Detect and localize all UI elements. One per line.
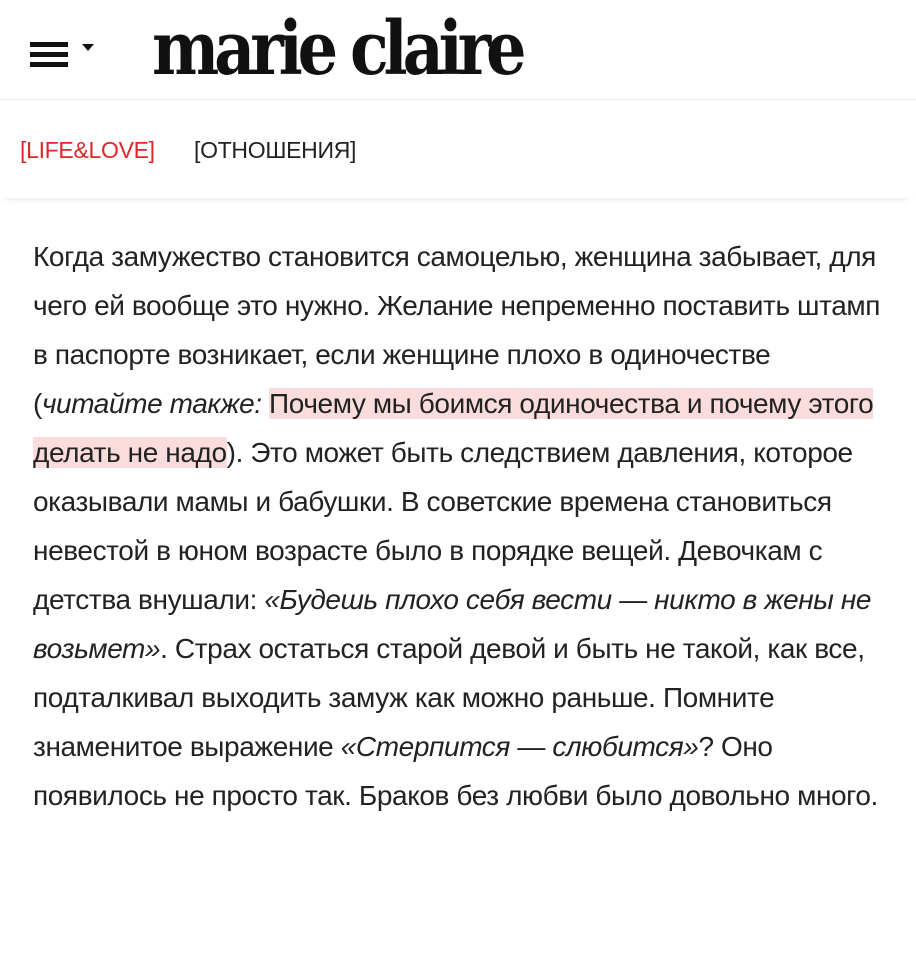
hamburger-icon (28, 36, 72, 72)
breadcrumb-relationships[interactable]: [ОТНОШЕНИЯ] (194, 137, 357, 163)
quote-1: «Будешь плохо себя вести — никто в жены не возьмет» (33, 584, 872, 664)
breadcrumb (0, 100, 916, 198)
article-text-1: Когда замужество становится самоцелью, женщина забывает, для чего ей вообще это нужно. Желание непременно поставить штамп в паспорте возникает, если женщине плохо в одиночестве ( (33, 241, 880, 419)
article-text-3: . Страх остаться старой девой и быть не такой, как все, подталкивал выходить замуж как можно раньше. Помните знаменитое выражение (33, 633, 865, 762)
breadcrumb-life-love[interactable]: [LIFE&LOVE] (20, 137, 155, 163)
see-also-label: читайте также: (41, 388, 262, 419)
article-paragraph (33, 232, 893, 820)
site-logo[interactable]: marie claire (152, 6, 522, 92)
quote-2: «Стерпится — слюбится» (340, 731, 699, 762)
article-body (33, 232, 893, 820)
menu-button[interactable] (28, 36, 104, 72)
chevron-down-icon (82, 44, 94, 51)
article-text-2: ). Это может быть следствием давления, которое оказывали мамы и бабушки. В советские времена становиться невестой в юном возрасте было в порядке вещей. Девочкам с детства внушали: (33, 437, 853, 615)
related-article-link[interactable]: Почему мы боимся одиночества и почему этого делать не надо (33, 388, 874, 468)
article-text-4: ? Оно появилось не просто так. Браков без любви было довольно много. (33, 731, 878, 811)
site-header (0, 0, 916, 100)
